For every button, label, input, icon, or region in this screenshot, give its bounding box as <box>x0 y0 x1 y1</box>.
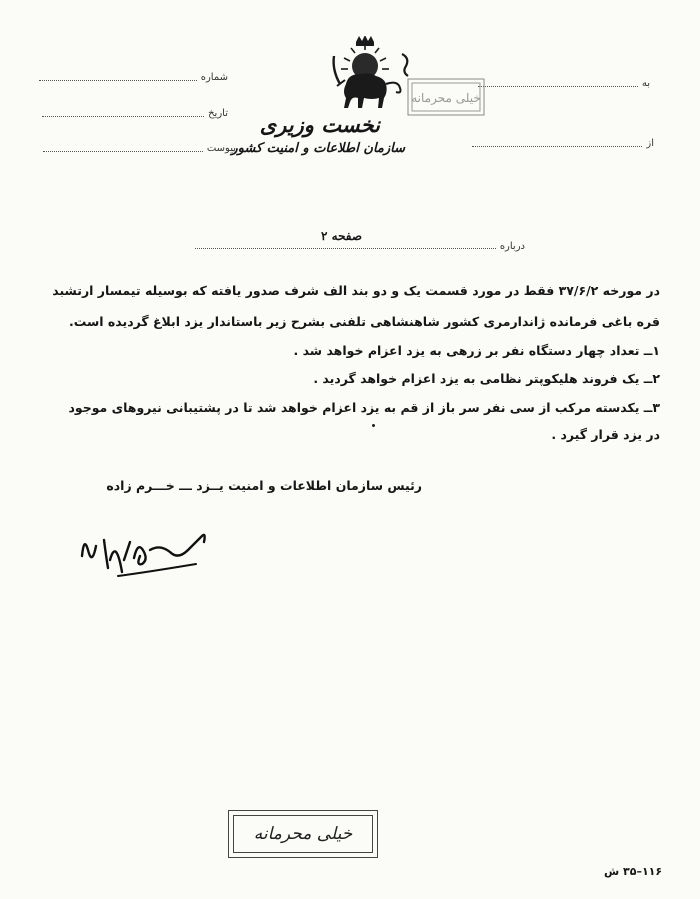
number-label: شماره <box>200 72 228 83</box>
date-label: تاریخ <box>208 108 228 119</box>
from-line <box>472 145 642 147</box>
body-line-1: در مورخه ۳۷/۶/۲ فقط در مورد قسمت یک و دو بند الف شرف صدور یافته که بوسیله تیمسار ارتشبد <box>52 283 660 298</box>
number-line <box>39 79 197 81</box>
page-marker: صفحه ۲ <box>318 229 365 243</box>
lion-and-sun-emblem-icon <box>318 36 413 114</box>
form-code: ۱۱۶–۳۵ ش <box>604 865 663 878</box>
to-line <box>478 85 638 87</box>
handwritten-signature <box>78 516 218 596</box>
stamp-bottom-text: خیلی محرمانه <box>233 815 373 853</box>
to-label: به <box>641 78 650 89</box>
attachment-line <box>43 150 203 152</box>
body-line-3: ۱ــ تعداد چهار دستگاه نفر بر زرهی به یزد اعزام خواهد شد . <box>293 343 660 358</box>
org-department: سازمان اطلاعات و امنیت کشور <box>231 141 405 156</box>
subject-line <box>195 248 496 249</box>
date-field <box>36 108 228 119</box>
attachment-label: پیوست <box>206 143 236 154</box>
number-field <box>36 72 228 83</box>
subject-label: درباره <box>499 241 525 252</box>
confidential-stamp-bottom <box>228 810 378 858</box>
body-line-4: ۲ــ یک فروند هلیکوپتر نظامی به یزد اعزام خواهد گردید . <box>313 371 660 386</box>
stamp-top-text: خیلی محرمانه <box>411 91 481 105</box>
body-line-2: قره باغی فرمانده ژاندارمری کشور شاهنشاهی تلفنی بشرح زیر باستاندار یزد ابلاغ گردیده است. <box>68 314 660 329</box>
confidential-stamp-top <box>407 78 485 116</box>
from-field <box>470 138 654 149</box>
org-title: نخست وزیری <box>259 112 380 137</box>
to-field <box>478 78 650 89</box>
body-line-5: ۳ــ یکدسته مرکب از سی نفر سر باز از قم به یزد اعزام خواهد شد تا در پشتیبانی نیروهای موجود <box>68 400 660 415</box>
from-label: از <box>646 138 654 149</box>
attachment-field <box>36 143 236 154</box>
date-line <box>42 115 204 117</box>
body-line-6: در یزد قرار گیرد . <box>551 427 660 442</box>
signoff: رئیس سازمان اطلاعات و امنیت یــزد ـــ خـــرم زاده <box>106 478 422 493</box>
ink-speck <box>372 424 375 427</box>
